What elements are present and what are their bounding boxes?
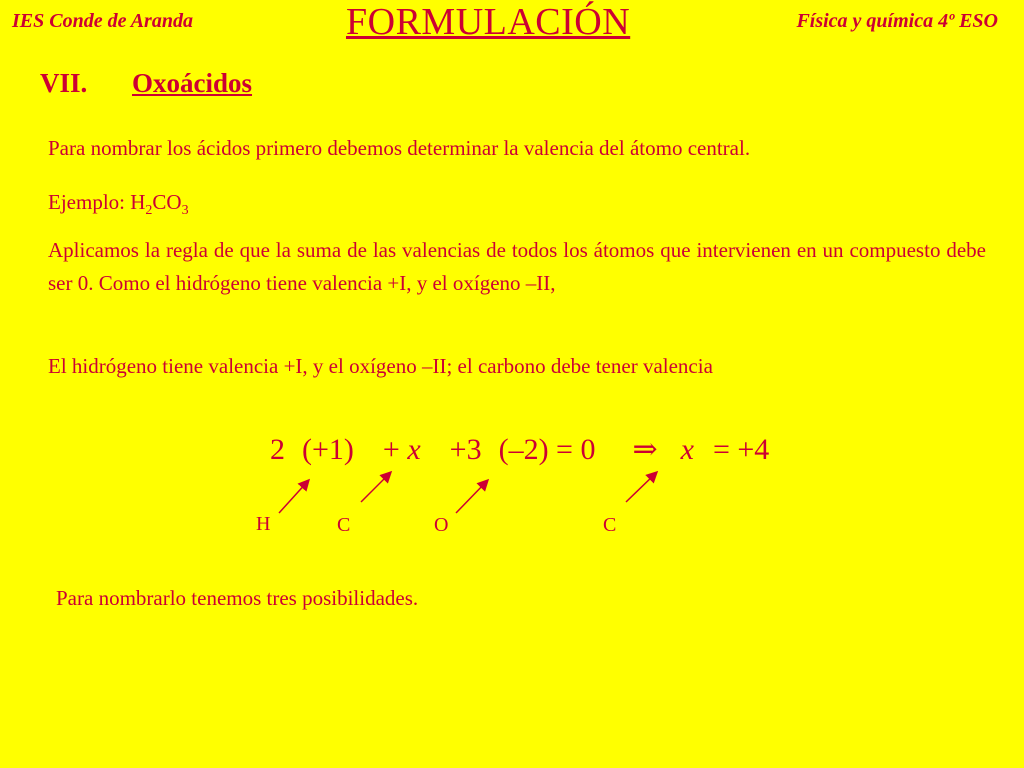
example-label: Ejemplo: H bbox=[48, 190, 146, 214]
eq-coef-h: 2 bbox=[270, 433, 285, 466]
atom-label-h: H bbox=[256, 513, 271, 535]
eq-plus: + bbox=[382, 433, 400, 466]
eq-implies: ⇒ bbox=[632, 433, 658, 466]
eq-coef-o: +3 bbox=[449, 433, 482, 466]
arrow-o bbox=[456, 481, 487, 513]
conclusion-paragraph: El hidrógeno tiene valencia +I, y el oxígeno –II; el carbono debe tener valencia bbox=[48, 354, 713, 378]
section-name: Oxoácidos bbox=[132, 68, 253, 98]
example-sub-h: 2 bbox=[145, 203, 153, 218]
arrow-h bbox=[279, 481, 308, 513]
rule-paragraph: Aplicamos la regla de que la suma de las valencias de todos los átomos que intervienen en un compuesto debe ser 0. Como el hidrógeno tiene valencia +I, y el oxígeno –II, bbox=[48, 238, 986, 295]
course-name: Física y química 4º ESO bbox=[796, 10, 998, 32]
eq-valence-o: (–2) = 0 bbox=[498, 433, 596, 466]
atom-label-c1: C bbox=[337, 514, 351, 536]
eq-unknown-c: x bbox=[407, 433, 421, 466]
atom-label-o: O bbox=[434, 514, 449, 536]
section-number: VII. bbox=[40, 68, 88, 98]
eq-valence-h: (+1) bbox=[302, 433, 354, 466]
arrow-c2 bbox=[626, 473, 656, 502]
example-sub-o: 3 bbox=[181, 203, 189, 218]
eq-result: = +4 bbox=[712, 433, 770, 466]
school-name: IES Conde de Aranda bbox=[12, 10, 193, 32]
atom-label-c2: C bbox=[603, 514, 617, 536]
example-mid: CO bbox=[152, 190, 182, 214]
arrow-c1 bbox=[361, 473, 390, 502]
closing-paragraph: Para nombrarlo tenemos tres posibilidades. bbox=[56, 586, 419, 610]
page-title: FORMULACIÓN bbox=[346, 1, 631, 43]
intro-paragraph: Para nombrar los ácidos primero debemos determinar la valencia del átomo central. bbox=[48, 136, 751, 160]
eq-result-var: x bbox=[680, 433, 694, 466]
